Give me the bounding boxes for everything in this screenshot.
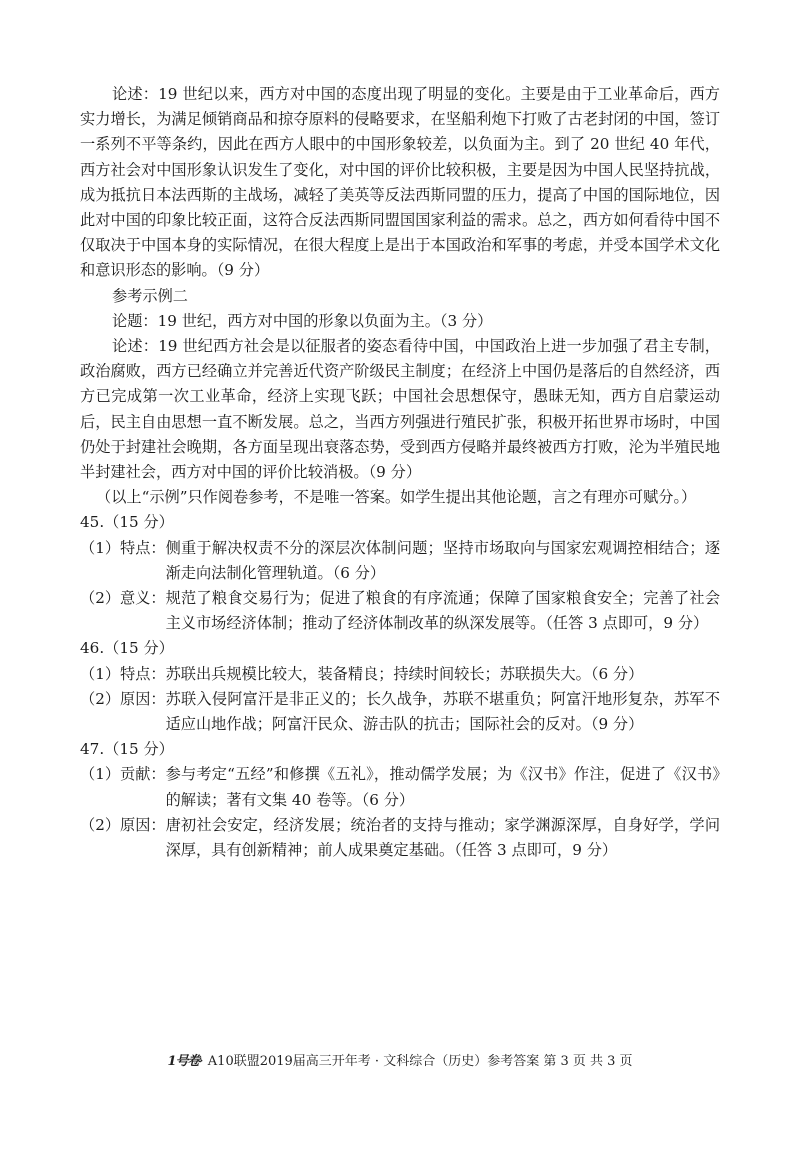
part-label: （2）原因： [80, 815, 166, 834]
question-45-part-1 [80, 536, 720, 586]
part-label: （1）特点： [80, 664, 166, 683]
part-label: （1）贡献： [80, 765, 166, 784]
part-answer: 唐初社会安定，经济发展；统治者的支持与推动；家学渊源深厚，自身好学，学问深厚，具有创新精神；前人成果奠定基础。（任答 3 点即可，9 分） [165, 815, 720, 860]
answer-content [80, 82, 720, 863]
question-46-heading: 46.（15 分） [80, 639, 174, 658]
example-two-heading: 参考示例二 [112, 286, 188, 305]
question-46-part-1 [80, 662, 720, 687]
argument-paragraph-example-two: 论述：19 世纪西方社会是以征服者的姿态看待中国，中国政治上进一步加强了君主专制，政治腐败，西方已经确立并完善近代资产阶级民主制度；在经济上中国仍是落后的自然经济，西方已完成第一次工业革命，经济上实现飞跃；中国社会思想保守，愚昧无知，西方自启蒙运动后，民主自由思想一直不断发展。总之，当西方列强进行殖民扩张，积极开拓世界市场时，中国仍处于封建社会晚期，各方面呈现出衰落态势，受到西方侵略并最终被西方打败，沦为半殖民地半封建社会，西方对中国的评价比较消极。（9 分） [80, 337, 720, 482]
publisher-logo: 1号卷 [167, 1054, 200, 1069]
part-answer: 苏联出兵规模比较大，装备精良；持续时间较长；苏联损失大。（6 分） [165, 664, 644, 683]
footer-text: · A10联盟2019届高三开年考 · 文科综合（历史）参考答案 第 3 页 共 3 页 [199, 1054, 633, 1069]
part-answer: 规范了粮食交易行为；促进了粮食的有序流通；保障了国家粮食安全；完善了社会主义市场经济体制；推动了经济体制改革的纵深发展等。（任答 3 点即可，9 分） [165, 589, 720, 633]
question-47-heading: 47.（15 分） [80, 740, 174, 759]
question-45-heading: 45.（15 分） [80, 513, 174, 532]
page-footer [0, 1050, 800, 1069]
part-label: （1）特点： [80, 538, 166, 557]
question-45-part-2 [80, 586, 720, 636]
part-answer: 苏联入侵阿富汗是非正义的；长久战争，苏联不堪重负；阿富汗地形复杂，苏军不适应山地作战；阿富汗民众、游击队的抗击；国际社会的反对。（9 分） [165, 689, 720, 734]
grading-note: （以上“示例”只作阅卷参考，不是唯一答案。如学生提出其他论题，言之有理亦可赋分。） [96, 488, 697, 507]
question-47-part-2 [80, 813, 720, 863]
part-label: （2）原因： [80, 689, 166, 708]
question-47-part-1 [80, 762, 720, 812]
part-answer: 参与考定“五经”和修撰《五礼》，推动儒学发展；为《汉书》作注，促进了《汉书》的解读；著有文集 40 卷等。（6 分） [165, 765, 720, 809]
part-answer: 侧重于解决权责不分的深层次体制问题；坚持市场取向与国家宏观调控相结合；逐渐走向法制化管理轨道。（6 分） [165, 538, 720, 582]
argument-paragraph-example-one: 论述：19 世纪以来，西方对中国的态度出现了明显的变化。主要是由于工业革命后，西方实力增长，为满足倾销商品和掠夺原料的侵略要求，在坚船利炮下打败了古老封闭的中国，签订一系列不平等条约，因此在西方人眼中的中国形象较差，以负面为主。到了 20 世纪 40 年代，西方社会对中国形象认识发生了变化，对中国的评价比较积极，主要是因为中国人民坚持抗战，成为抵抗日本法西斯的主战场，减轻了美英等反法西斯同盟的压力，提高了中国的国际地位，因此对中国的印象比较正面，这符合反法西斯同盟国国家利益的需求。总之，西方如何看待中国不仅取决于中国本身的实际情况，在很大程度上是出于本国政治和军事的考虑，并受本国学术文化和意识形态的影响。（9 分） [80, 85, 720, 280]
question-46-part-2 [80, 687, 720, 737]
part-label: （2）意义： [80, 589, 166, 608]
thesis-example-two: 论题：19 世纪，西方对中国的形象以负面为主。（3 分） [112, 311, 493, 330]
